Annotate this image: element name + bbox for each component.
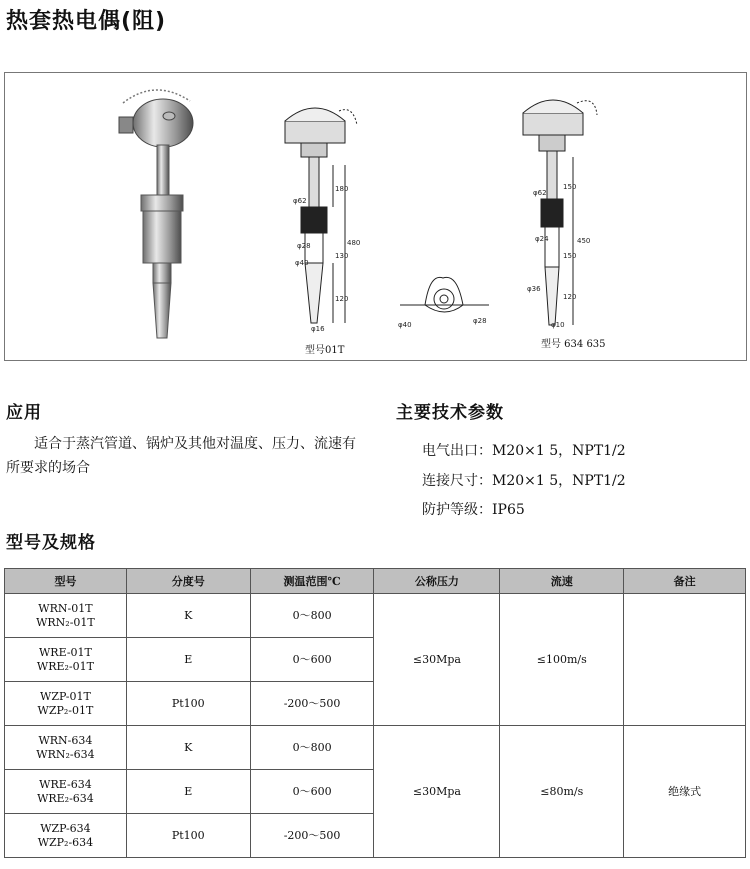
dim2-3: 450 [577, 237, 591, 245]
note-cell [624, 594, 746, 726]
cross-section [400, 277, 489, 312]
header-graduation: 分度号 [126, 569, 250, 594]
graduation-cell: E [126, 770, 250, 814]
dim-3: 480 [347, 239, 361, 247]
application-text-content: 适合于蒸汽管道、锅炉及其他对温度、压力、流速有所要求的场合 [6, 436, 356, 476]
dim-6: φ40 [295, 259, 309, 267]
range-cell: -200～500 [250, 814, 374, 858]
graduation-cell: K [126, 726, 250, 770]
dim-2: φ62 [293, 197, 307, 205]
model-cell [5, 770, 127, 814]
drawing-01t [285, 108, 357, 323]
specs-table [4, 568, 746, 858]
header-model: 型号 [5, 569, 127, 594]
model-b: WRE₂-01T [36, 659, 94, 673]
section-dim-2: φ28 [473, 317, 487, 325]
note-cell: 绝缘式 [624, 726, 746, 858]
range-cell: 0～600 [250, 638, 374, 682]
header-pressure: 公称压力 [374, 569, 500, 594]
drawings-svg [5, 73, 746, 360]
table-row [5, 594, 746, 638]
pressure-cell: ≤30Mpa [374, 726, 500, 858]
dim-8: φ16 [311, 325, 325, 333]
dim-5: 130 [335, 252, 349, 260]
dim-4: φ28 [297, 242, 311, 250]
model-b: WRN₂-01T [36, 615, 95, 629]
page-title: 热套热电偶(阻) [6, 9, 167, 34]
model-a: WZP-634 [40, 821, 91, 835]
model-a: WRN-01T [38, 601, 93, 615]
dim2-6: φ36 [527, 285, 541, 293]
range-cell: -200～500 [250, 682, 374, 726]
dim2-1: φ62 [533, 189, 547, 197]
specs-heading: 型号及规格 [6, 533, 96, 553]
model-a: WRE-01T [39, 645, 92, 659]
section-dim-1: φ40 [398, 321, 412, 329]
caption-634: 型号 634 635 [541, 339, 606, 350]
flow-cell: ≤100m/s [500, 594, 624, 726]
caption-01t: 型号01T [305, 345, 345, 356]
graduation-cell: Pt100 [126, 814, 250, 858]
sensor-photo [119, 90, 193, 338]
model-cell [5, 638, 127, 682]
header-note: 备注 [624, 569, 746, 594]
model-a: WRN-634 [38, 733, 93, 747]
header-flow: 流速 [500, 569, 624, 594]
table-header-row [5, 569, 746, 594]
param-item-1: 电气出口：M20×1 5，NPT1/2 [422, 443, 626, 459]
model-a: WZP-01T [40, 689, 91, 703]
model-a: WRE-634 [39, 777, 92, 791]
params-heading: 主要技术参数 [396, 403, 504, 423]
model-b: WZP₂-634 [37, 835, 94, 849]
application-text [6, 432, 356, 480]
pressure-cell: ≤30Mpa [374, 594, 500, 726]
graduation-cell: Pt100 [126, 682, 250, 726]
param-item-3: 防护等级：IP65 [422, 502, 525, 518]
range-cell: 0～800 [250, 594, 374, 638]
model-cell [5, 682, 127, 726]
graduation-cell: E [126, 638, 250, 682]
model-b: WZP₂-01T [37, 703, 94, 717]
dim-1: 180 [335, 185, 349, 193]
range-cell: 0～800 [250, 726, 374, 770]
param-item-2: 连接尺寸：M20×1 5，NPT1/2 [422, 473, 626, 489]
dim-7: 120 [335, 295, 349, 303]
dim2-5: 150 [563, 252, 577, 260]
model-cell [5, 594, 127, 638]
dim2-4: φ24 [535, 235, 549, 243]
model-cell [5, 814, 127, 858]
flow-cell: ≤80m/s [500, 726, 624, 858]
dim2-8: φ10 [551, 321, 565, 329]
model-cell [5, 726, 127, 770]
header-range: 测温范围℃ [250, 569, 374, 594]
graduation-cell: K [126, 594, 250, 638]
dim2-7: 120 [563, 293, 577, 301]
figure-panel [4, 72, 747, 361]
range-cell: 0～600 [250, 770, 374, 814]
table-row [5, 726, 746, 770]
model-b: WRN₂-634 [36, 747, 95, 761]
dim2-2: 150 [563, 183, 577, 191]
application-heading: 应用 [6, 403, 42, 423]
model-b: WRE₂-634 [37, 791, 94, 805]
